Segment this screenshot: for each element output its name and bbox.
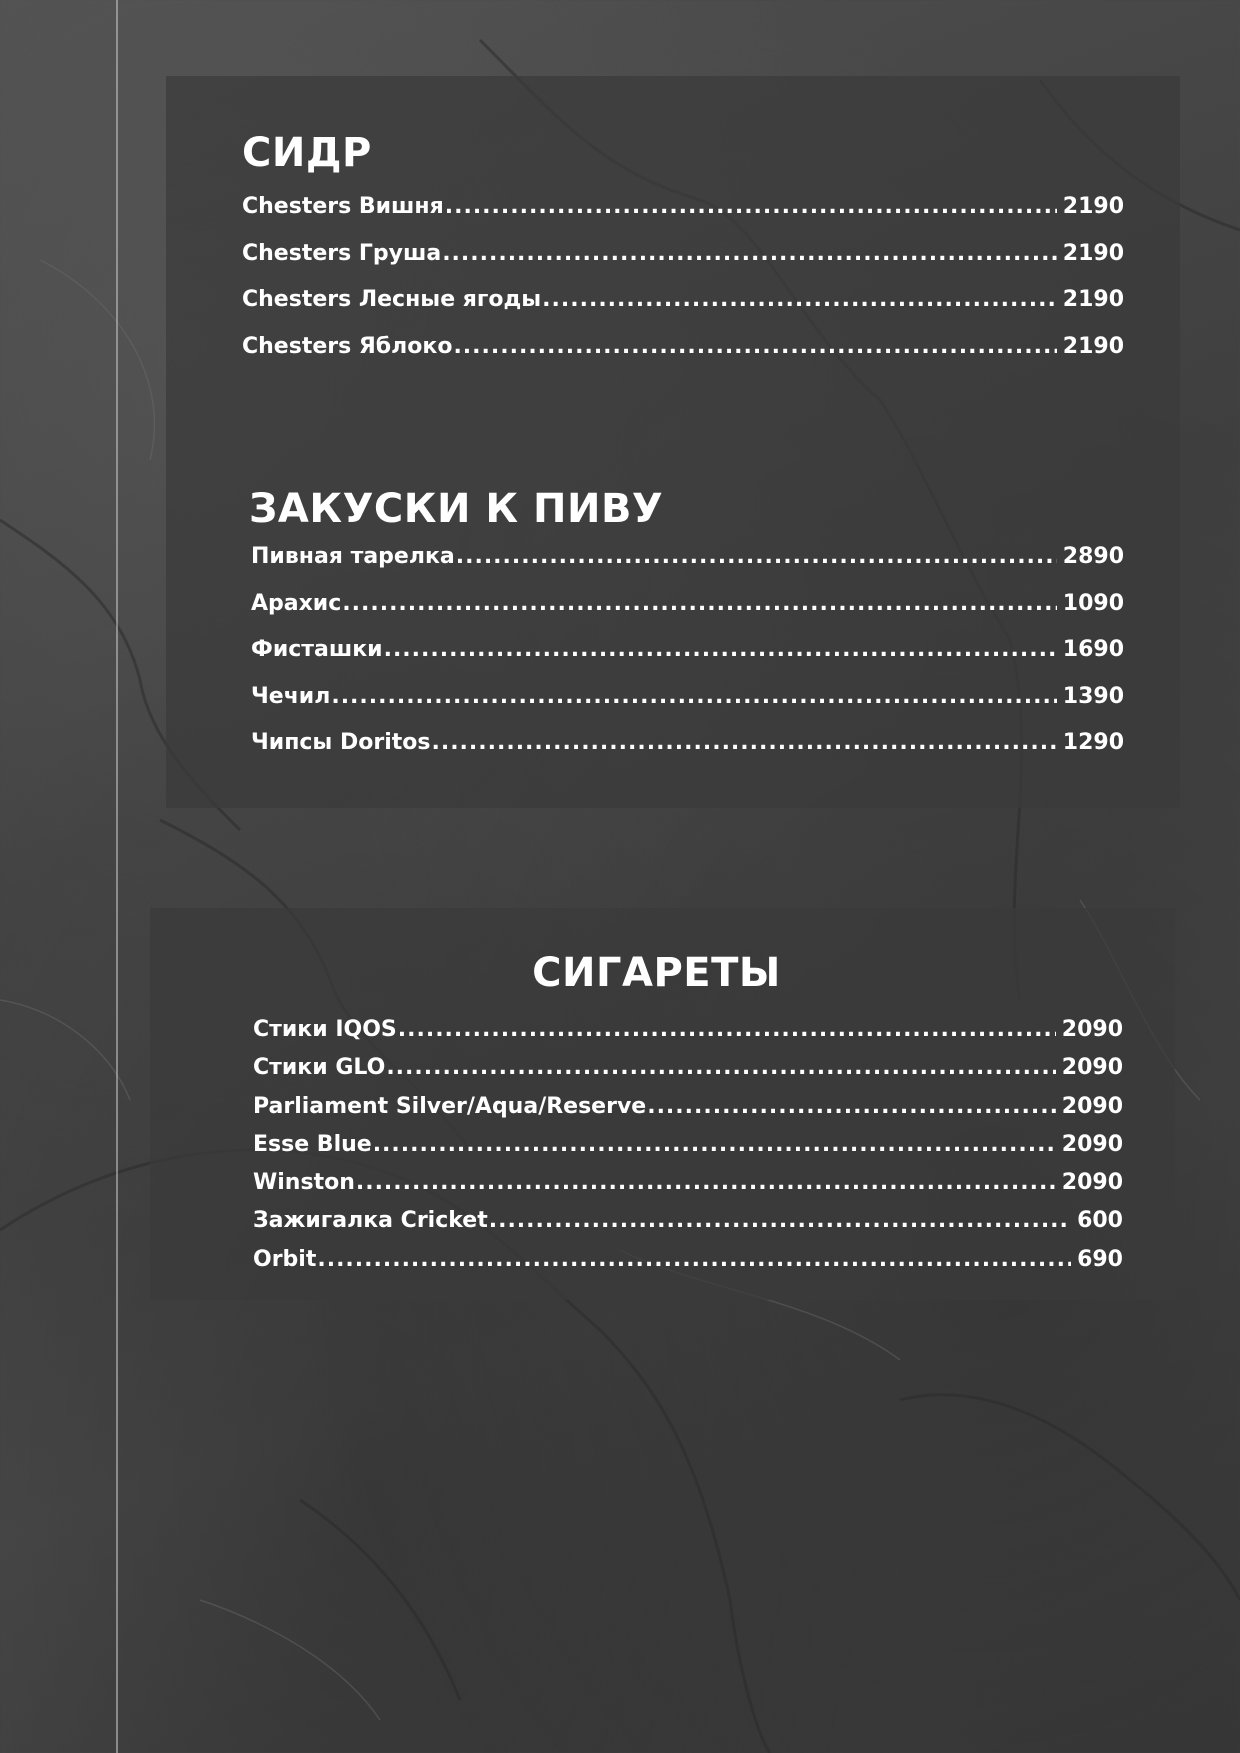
menu-item-price: 2090: [1061, 1170, 1123, 1196]
dot-leader: [542, 287, 1057, 312]
menu-item-price: 690: [1077, 1246, 1123, 1272]
menu-item-name: Стики IQOS: [253, 1017, 397, 1042]
menu-item-price: 2090: [1061, 1093, 1123, 1119]
menu-item-name: Chesters Лесные ягоды: [242, 287, 542, 312]
dot-leader: [453, 334, 1056, 359]
section-title-cider: СИДР: [242, 130, 372, 176]
menu-item: [251, 684, 1124, 731]
menu-item-name: Арахис: [251, 590, 342, 616]
dot-leader: [445, 194, 1057, 219]
dot-leader: [317, 1247, 1071, 1272]
menu-item-price: 1290: [1062, 730, 1124, 755]
menu-item: [242, 287, 1124, 334]
menu-item-price: 2090: [1061, 1055, 1123, 1081]
menu-item-price: 2190: [1062, 287, 1124, 312]
menu-item-price: 2190: [1062, 240, 1124, 266]
menu-item: [242, 194, 1124, 241]
menu-item: [253, 1055, 1123, 1093]
dot-leader: [456, 544, 1057, 569]
menu-item-price: 2090: [1061, 1131, 1123, 1157]
menu-item: [253, 1132, 1123, 1170]
menu-item-name: Фисташки: [251, 637, 383, 662]
snacks-menu-list: [251, 544, 1124, 777]
menu-item-name: Чечил: [251, 683, 331, 709]
menu-item-price: 2190: [1062, 194, 1124, 219]
menu-item-price: 1090: [1062, 590, 1124, 616]
menu-item: [242, 241, 1124, 288]
dot-leader: [356, 1170, 1056, 1195]
dot-leader: [398, 1017, 1056, 1042]
cigarettes-menu-list: [253, 1017, 1123, 1285]
cider-menu-list: [242, 194, 1124, 380]
menu-item: [242, 334, 1124, 381]
dot-leader: [431, 730, 1056, 755]
menu-item: [253, 1208, 1123, 1246]
menu-item: [253, 1247, 1123, 1285]
dot-leader: [373, 1132, 1056, 1157]
section-title-snacks: ЗАКУСКИ К ПИВУ: [249, 486, 664, 532]
menu-item: [253, 1094, 1123, 1132]
dot-leader: [384, 637, 1057, 662]
menu-item-price: 1690: [1062, 637, 1124, 662]
menu-item-name: Чипсы Doritos: [251, 730, 431, 755]
menu-item-price: 2890: [1062, 544, 1124, 569]
menu-item-name: Winston: [253, 1170, 355, 1196]
menu-item-price: 600: [1077, 1208, 1123, 1234]
menu-item-name: Orbit: [253, 1246, 317, 1272]
page-fold-line: [116, 0, 118, 1753]
dot-leader: [442, 241, 1057, 266]
menu-item: [251, 730, 1124, 777]
menu-item: [253, 1017, 1123, 1055]
menu-item-name: Стики GLO: [253, 1055, 386, 1081]
menu-item-name: Chesters Вишня: [242, 194, 444, 219]
menu-item-name: Зажигалка Cricket: [253, 1208, 488, 1234]
dot-leader: [342, 591, 1056, 616]
menu-item: [251, 591, 1124, 638]
menu-item-price: 1390: [1062, 683, 1124, 709]
menu-item-name: Chesters Яблоко: [242, 333, 453, 359]
dot-leader: [331, 684, 1056, 709]
menu-item: [251, 544, 1124, 591]
dot-leader: [647, 1094, 1056, 1119]
menu-item-name: Пивная тарелка: [251, 544, 455, 569]
menu-item-name: Esse Blue: [253, 1131, 372, 1157]
menu-item: [253, 1170, 1123, 1208]
section-title-cigarettes: СИГАРЕТЫ: [532, 950, 781, 996]
menu-item-price: 2190: [1062, 333, 1124, 359]
dot-leader: [386, 1055, 1055, 1080]
menu-item-price: 2090: [1061, 1017, 1123, 1042]
menu-item-name: Parliament Silver/Aqua/Reserve: [253, 1093, 647, 1119]
menu-item: [251, 637, 1124, 684]
dot-leader: [489, 1208, 1071, 1233]
menu-item-name: Chesters Груша: [242, 240, 442, 266]
